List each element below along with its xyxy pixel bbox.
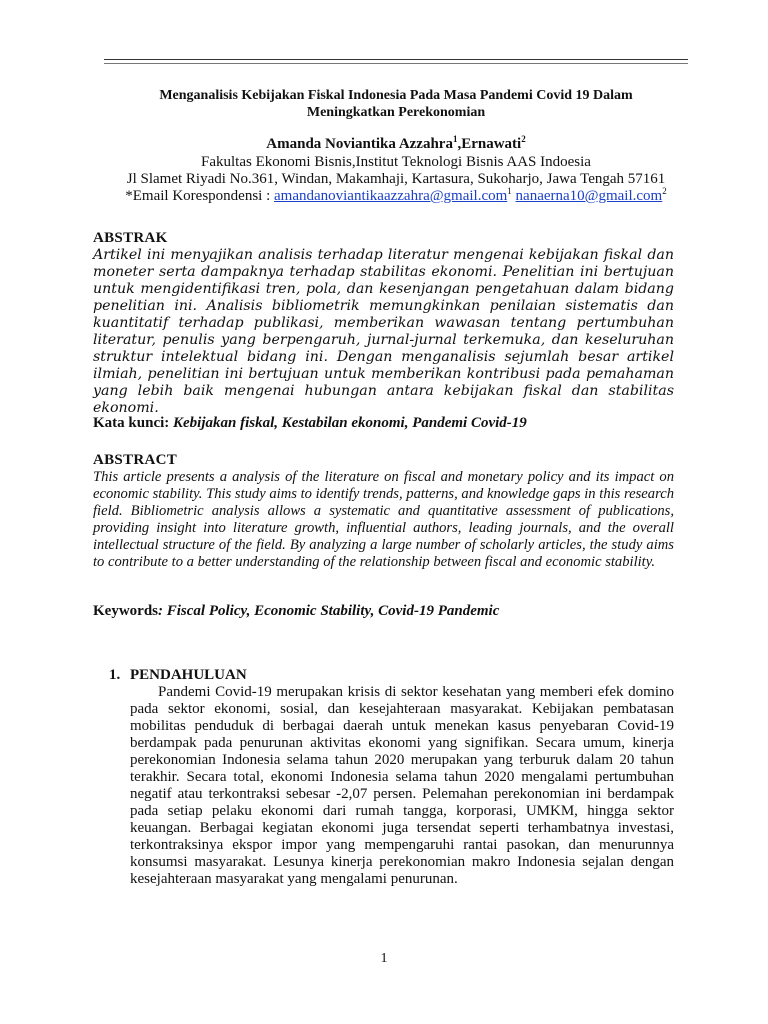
title-line-1: Menganalisis Kebijakan Fiskal Indonesia Pada Masa Pandemi Covid 19 Dalam <box>159 88 633 103</box>
header-rule-bottom <box>104 63 688 64</box>
keywords-label: Keywords <box>93 603 158 619</box>
page-number: 1 <box>380 951 388 966</box>
paper-title <box>104 87 688 121</box>
section-number: 1. <box>109 667 121 683</box>
email-link-2[interactable]: nanaerna10@gmail.com <box>515 188 663 204</box>
author-2-name: Ernawati <box>461 136 522 152</box>
kata-kunci <box>93 415 683 432</box>
author-2-sup: 2 <box>521 134 526 144</box>
keywords-value: : Fiscal Policy, Economic Stability, Covid-19 Pandemic <box>158 603 500 619</box>
email-2-sup: 2 <box>662 186 667 196</box>
keywords <box>93 603 683 620</box>
section-title: PENDAHULUAN <box>130 667 247 683</box>
abstract-heading: ABSTRACT <box>93 452 178 468</box>
header-rule-top <box>104 59 688 60</box>
affiliation: Fakultas Ekonomi Bisnis,Institut Teknologi Bisnis AAS Indoesia <box>201 154 591 170</box>
abstract-text: This article presents a analysis of the literature on fiscal and monetary policy and its impact on economic stability. This study aims to identify trends, patterns, and knowledge gaps in this research field. Bibliometric analysis allows a systematic and quantitative assessment of publications, providing insight into literature growth, influential authors, leading journals, and the overall intellectual structure of the field. By analyzing a large number of scholarly articles, the study aims to contribute to a better understanding of the relationship between fiscal and economic stability. <box>93 469 674 570</box>
section-paragraph: Pandemi Covid-19 merupakan krisis di sektor kesehatan yang memberi efek domino pada sektor ekonomi, sosial, dan kesejahteraan masyarakat. Kebijakan pembatasan mobilitas penduduk di berbagai daerah untuk menekan kasus penyebaran Covid-19 berdampak pada penurunan aktivitas ekonomi yang signifikan. Secara umum, kinerja perekonomian Indonesia selama tahun 2020 merupakan yang terburuk dalam 20 tahun terakhir. Secara total, ekonomi Indonesia selama tahun 2020 mengalami pertumbuhan negatif atau terkontraksi sebesar -2,07 persen. Pelemahan perekonomian ini berdampak pada setiap pelaku ekonomi dari rumah tangga, korporasi, UMKM, hingga sektor keuangan. Berbagai kegiatan ekonomi juga tersendat seperti terhambatnya investasi, terkontraksinya ekspor impor yang mempengaruhi rantai pasokan, dan menurunnya konsumsi masyarakat. Lesunya kinerja perekonomian makro Indonesia sejalan dengan kesejahteraan masyarakat yang mengalami penurunan. <box>130 684 674 887</box>
email-1-sup: 1 <box>507 186 512 196</box>
author-1-sup: 1 <box>452 134 458 144</box>
title-line-2: Meningkatkan Perekonomian <box>306 105 486 120</box>
kata-kunci-label: Kata kunci: <box>93 415 174 431</box>
email-link-1[interactable]: amandanoviantikaazzahra@gmail.com <box>274 188 508 204</box>
abstrak-heading: ABSTRAK <box>93 230 168 246</box>
abstrak-text: Artikel ini menyajikan analisis terhadap literatur mengenai kebijakan fiskal dan moneter serta dampaknya terhadap stabilitas ekonomi. Penelitian ini bertujuan untuk mengidentifikasi tren, pola, dan kesenjangan pengetahuan dalam bidang penelitian ini. Analisis bibliometrik memungkinkan penilaian sistematis dan kuantitatif terhadap publikasi, memberikan wawasan tentang pertumbuhan literatur, penulis yang berpengaruh, jurnal-jurnal terkemuka, dan keseluruhan struktur intelektual bidang ini. Dengan menganalisis sejumlah besar artikel ilmiah, penelitian ini bertujuan untuk memberikan kontribusi pada pemahaman yang lebih baik mengenai hubungan antara kebijakan fiskal dan stabilitas ekonomi. <box>93 247 674 416</box>
correspondence-email <box>90 188 702 205</box>
address: Jl Slamet Riyadi No.361, Windan, Makamhaji, Kartasura, Sukoharjo, Jawa Tengah 57161 <box>126 171 666 187</box>
author-list <box>104 136 688 153</box>
author-1-name: Amanda Noviantika Azzahra <box>266 136 453 152</box>
kata-kunci-value: Kebijakan fiskal, Kestabilan ekonomi, Pandemi Covid-19 <box>173 415 527 431</box>
email-label: *Email Korespondensi : <box>125 188 274 204</box>
author-separator: , <box>457 136 462 152</box>
